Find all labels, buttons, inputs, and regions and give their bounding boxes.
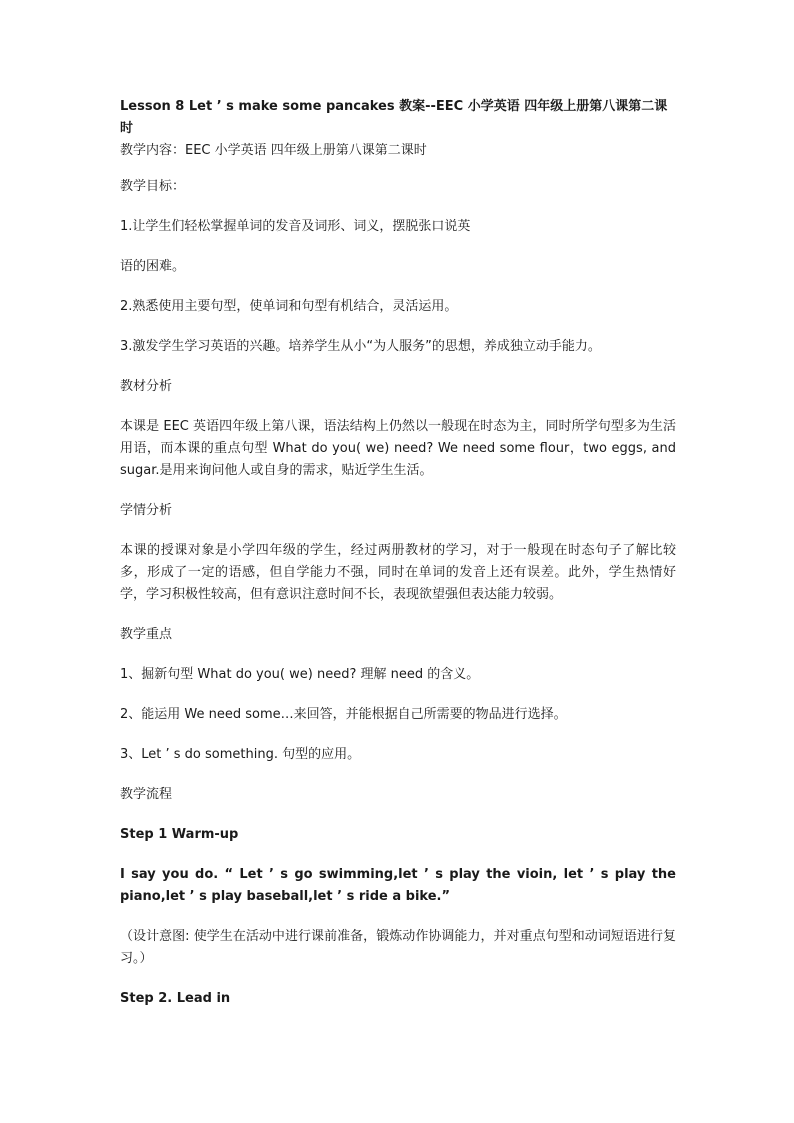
materials-text: 本课是 EEC 英语四年级上第八课，语法结构上仍然以一般现在时态为主，同时所学句型多为生活用语，而本课的重点句型 What do you( we) need? We need some flour，two eggs, and sugar.是用来询问他人或自身的需求，贴近学生生活。 xyxy=(120,419,676,478)
objective-1a: 1.让学生们轻松掌握单词的发音及词形、词义，摆脱张口说英 xyxy=(120,219,471,234)
objectives-heading: 教学目标： xyxy=(120,179,186,194)
key-point-3: 3、Let ’ s do something. 句型的应用。 xyxy=(120,747,361,762)
content-line: 教学内容：EEC 小学英语 四年级上册第八课第二课时 xyxy=(120,143,427,158)
objective-2: 2.熟悉使用主要句型，使单词和句型有机结合，灵活运用。 xyxy=(120,299,458,314)
process-heading: 教学流程 xyxy=(120,787,173,802)
step2-heading: Step 2. Lead in xyxy=(120,991,231,1006)
step1-heading: Step 1 Warm-up xyxy=(120,827,239,842)
lesson-title: Lesson 8 Let ’ s make some pancakes 教案--EEC 小学英语 四年级上册第八课第二课时 xyxy=(120,99,668,136)
key-point-1: 1、掘新句型 What do you( we) need? 理解 need 的含义。 xyxy=(120,667,480,682)
objective-3: 3.激发学生学习英语的兴趣。培养学生从小“为人服务”的思想，养成独立动手能力。 xyxy=(120,339,601,354)
key-point-2: 2、能运用 We need some…来回答，并能根据自己所需要的物品进行选择。 xyxy=(120,707,567,722)
students-text: 本课的授课对象是小学四年级的学生，经过两册教材的学习，对于一般现在时态句子了解比较多，形成了一定的语感，但自学能力不强，同时在单词的发音上还有误差。此外，学生热情好学，学习积极性较高，但有意识注意时间不长，表现欲望强但表达能力较弱。 xyxy=(120,543,676,602)
design-note: （设计意图: 使学生在活动中进行课前准备，锻炼动作协调能力，并对重点句型和动词短语进行复习。） xyxy=(120,929,676,966)
materials-heading: 教材分析 xyxy=(120,379,173,394)
document-body xyxy=(120,96,676,1010)
objective-1b: 语的困难。 xyxy=(120,259,186,274)
step1-text: I say you do. “ Let ’ s go swimming,let ’ s play the vioin, let ’ s play the piano,let ’ s play baseball,let ’ s ride a bike.” xyxy=(120,867,676,904)
students-heading: 学情分析 xyxy=(120,503,173,518)
key-points-heading: 教学重点 xyxy=(120,627,173,642)
